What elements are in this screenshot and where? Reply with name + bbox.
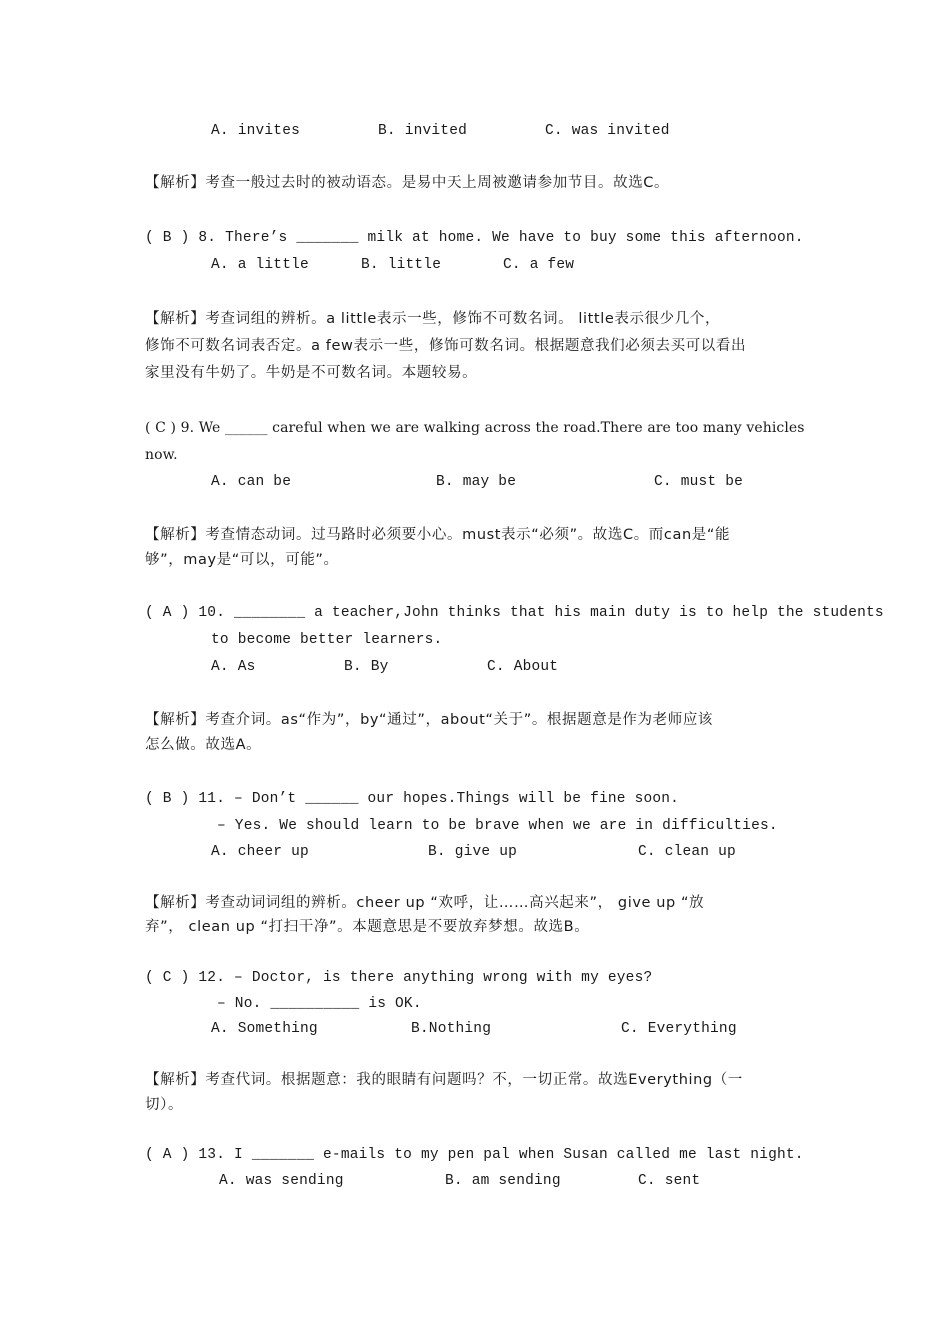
q11-stem-line-1: ( B ) 11. – Don’t ______ our hopes.Things will be fine soon. [145, 791, 680, 807]
q9-analysis-line-2: 够”，may是“可以，可能”。 [145, 552, 339, 568]
q7-option-a: A. invites [211, 123, 301, 139]
q9-option-b: B. may be [436, 474, 517, 490]
q9-analysis-line-1: 【解析】考查情态动词。过马路时必须要小心。must表示“必须”。故选C。而can是“能 [145, 527, 731, 543]
q10-analysis-line-2: 怎么做。故选A。 [145, 737, 262, 753]
q10-option-b: B. By [344, 659, 389, 675]
q7-option-b: B. invited [378, 123, 468, 139]
q8-analysis-line-3: 家里没有牛奶了。牛奶是不可数名词。本题较易。 [145, 365, 478, 381]
q12-option-c: C. Everything [621, 1021, 737, 1037]
q11-analysis-line-1: 【解析】考查动词词组的辨析。cheer up “欢呼，让……高兴起来”， give up “放 [145, 895, 705, 911]
q12-option-a: A. Something [211, 1021, 318, 1037]
q12-option-b: B.Nothing [411, 1021, 492, 1037]
q11-analysis-line-2: 弃”， clean up “打扫干净”。本题意思是不要放弃梦想。故选B。 [145, 919, 590, 935]
q12-stem-line-1: ( C ) 12. – Doctor, is there anything wrong with my eyes? [145, 970, 653, 986]
q11-option-b: B. give up [428, 844, 518, 860]
q8-option-c: C. a few [503, 257, 575, 273]
q8-option-a: A. a little [211, 257, 309, 273]
q9-stem-line-1: ( C ) 9. We ______ careful when we are walking across the road.There are too many vehicles [145, 420, 805, 436]
q10-stem-line-2: to become better learners. [211, 632, 443, 648]
q9-stem-line-2: now. [145, 447, 178, 463]
q11-option-c: C. clean up [638, 844, 736, 860]
q8-analysis-line-1: 【解析】考查词组的辨析。a little表示一些，修饰不可数名词。 little表示很少几个， [145, 311, 721, 327]
q7-option-c: C. was invited [545, 123, 670, 139]
q10-stem-line-1: ( A ) 10. ________ a teacher,John thinks that his main duty is to help the students [145, 605, 884, 621]
q8-analysis-line-2: 修饰不可数名词表否定。a few表示一些，修饰可数名词。根据题意我们必须去买可以看出 [145, 338, 747, 354]
q12-analysis-line-2: 切）。 [145, 1097, 184, 1113]
q9-option-c: C. must be [654, 474, 744, 490]
q13-option-b: B. am sending [445, 1173, 561, 1189]
q13-stem: ( A ) 13. I _______ e-mails to my pen pal when Susan called me last night. [145, 1147, 804, 1163]
q7-analysis: 【解析】考查一般过去时的被动语态。是易中天上周被邀请参加节目。故选C。 [145, 175, 670, 191]
q12-stem-line-2: – No. __________ is OK. [217, 996, 422, 1012]
q10-option-a: A. As [211, 659, 256, 675]
q10-option-c: C. About [487, 659, 559, 675]
q8-option-b: B. little [361, 257, 442, 273]
q8-stem: ( B ) 8. There’s _______ milk at home. We have to buy some this afternoon. [145, 230, 804, 246]
q13-option-a: A. was sending [219, 1173, 344, 1189]
q10-analysis-line-1: 【解析】考查介词。as“作为”，by“通过”，about“关于”。根据题意是作为老师应该 [145, 712, 714, 728]
q13-option-c: C. sent [638, 1173, 701, 1189]
q12-analysis-line-1: 【解析】考查代词。根据题意：我的眼睛有问题吗？不，一切正常。故选Everything（一 [145, 1072, 743, 1088]
q11-option-a: A. cheer up [211, 844, 309, 860]
q11-stem-line-2: – Yes. We should learn to be brave when we are in difficulties. [217, 818, 778, 834]
q9-option-a: A. can be [211, 474, 292, 490]
